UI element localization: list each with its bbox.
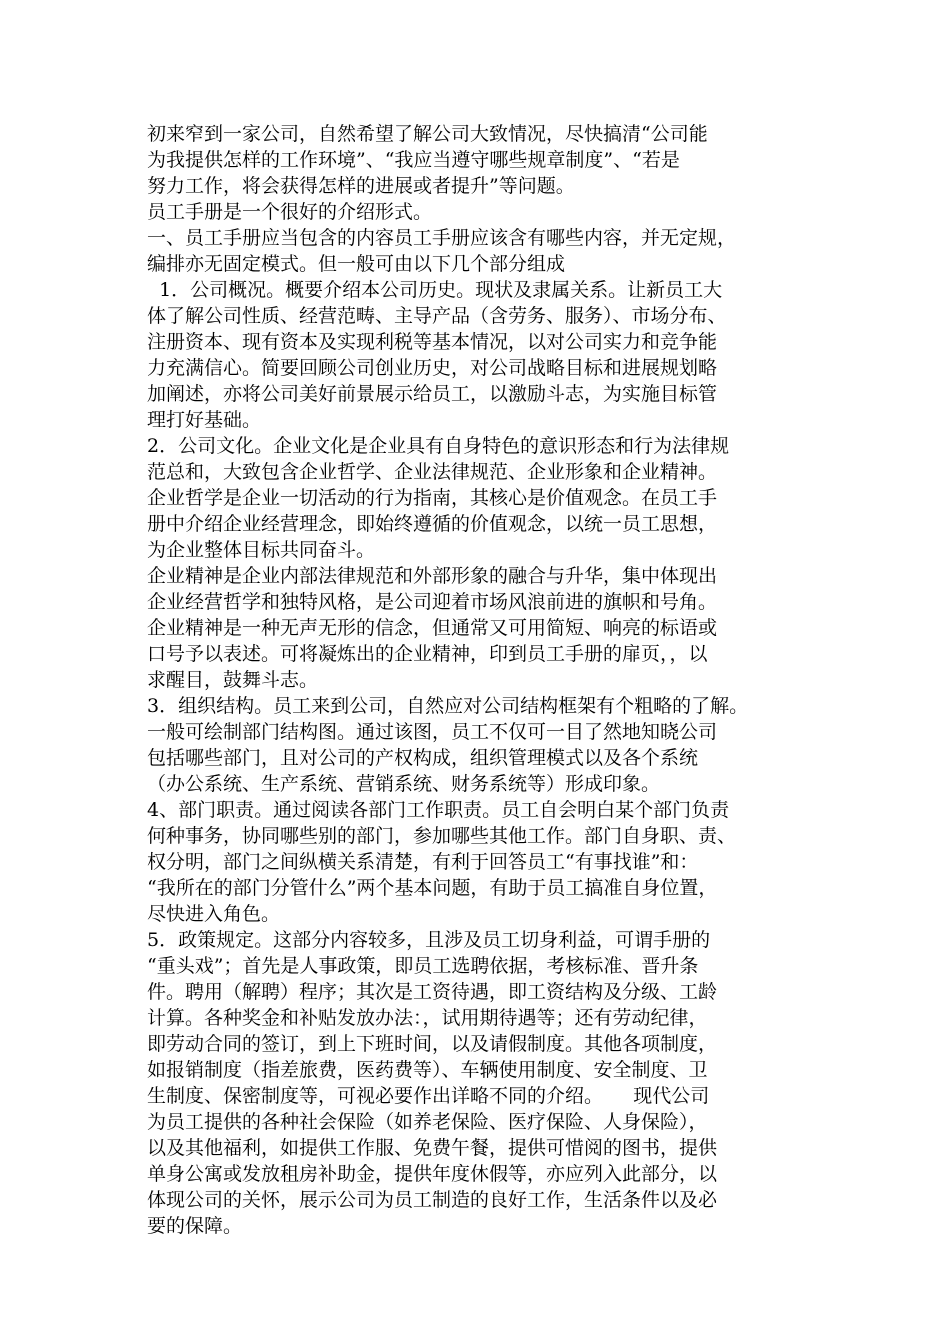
text-line: 权分明，部门之间纵横关系清楚，有利于回答员工“有事找谁”和： <box>147 851 699 873</box>
document-body <box>147 121 827 1239</box>
text-line: 企业精神是企业内部法律规范和外部形象的融合与升华，集中体现出 <box>147 565 718 587</box>
text-line: 为员工提供的各种社会保险（如养老保险、医疗保险、人身保险）， <box>147 1111 708 1133</box>
text-line: 单身公寓或发放租房补助金，提供年度休假等，亦应列入此部分，以 <box>147 1163 718 1185</box>
text-line: 努力工作，将会获得怎样的进展或者提升”等问题。 <box>147 175 575 197</box>
text-line: 注册资本、现有资本及实现利税等基本情况，以对公司实力和竞争能 <box>147 331 718 353</box>
text-line: 包括哪些部门，且对公司的产权构成，组织管理模式以及各个系统 <box>147 747 699 769</box>
text-line: 范总和，大致包含企业哲学、企业法律规范、企业形象和企业精神。 <box>147 461 718 483</box>
text-line: 企业精神是一种无声无形的信念，但通常又可用简短、响亮的标语或 <box>147 617 718 639</box>
text-line: 如报销制度（指差旅费，医药费等）、车辆使用制度、安全制度、卫 <box>147 1059 708 1081</box>
text-line: 员工手册是一个很好的介绍形式。 <box>147 201 433 223</box>
text-line: 理打好基础。 <box>147 409 262 431</box>
text-line: 5．政策规定。这部分内容较多，且涉及员工切身利益，可谓手册的 <box>147 929 711 951</box>
text-line: 企业哲学是企业一切活动的行为指南，其核心是价值观念。在员工手 <box>147 487 718 509</box>
text-line: “我所在的部门分管什么”两个基本问题，有助于员工搞准自身位置， <box>147 877 718 899</box>
text-line: 何种事务，协同哪些别的部门，参加哪些其他工作。部门自身职、责、 <box>147 825 737 847</box>
text-line: 加阐述，亦将公司美好前景展示给员工，以激励斗志，为实施目标管 <box>147 383 718 405</box>
text-line: 尽快进入角色。 <box>147 903 281 925</box>
text-line: 以及其他福利，如提供工作服、免费午餐，提供可惜阅的图书，提供 <box>147 1137 718 1159</box>
text-line: 要的保障。 <box>147 1215 243 1237</box>
text-line: 一般可绘制部门结构图。通过该图，员工不仅可一目了然地知晓公司 <box>147 721 718 743</box>
text-line: 企业经营哲学和独特风格，是公司迎着市场风浪前进的旗帜和号角。 <box>147 591 718 613</box>
text-line: 4、部门职责。通过阅读各部门工作职责。员工自会明白某个部门负责 <box>147 799 730 821</box>
text-line: 1．公司概况。概要介绍本公司历史。现状及隶属关系。让新员工大 <box>147 279 723 301</box>
text-line: “重头戏”；首先是人事政策，即员工选聘依据，考核标准、晋升条 <box>147 955 699 977</box>
text-line: 体现公司的关怀，展示公司为员工制造的良好工作，生活条件以及必 <box>147 1189 718 1211</box>
text-line: 一、员工手册应当包含的内容员工手册应该含有哪些内容，并无定规， <box>147 227 737 249</box>
text-line: 计算。各种奖金和补贴发放办法：，试用期待遇等；还有劳动纪律， <box>147 1007 708 1029</box>
text-line: 编排亦无固定模式。但一般可由以下几个部分组成 <box>147 253 566 275</box>
text-line: 册中介绍企业经营理念，即始终遵循的价值观念，以统一员工思想， <box>147 513 718 535</box>
text-line: 口号予以表述。可将凝炼出的企业精神，印到员工手册的扉页，，以 <box>147 643 708 665</box>
text-line: （办公系统、生产系统、营销系统、财务系统等）形成印象。 <box>147 773 661 795</box>
text-line: 初来窄到一家公司，自然希望了解公司大致情况，尽快搞清“公司能 <box>147 123 708 145</box>
text-line: 件。聘用（解聘）程序；其次是工资待遇，即工资结构及分级、工龄 <box>147 981 718 1003</box>
text-line: 即劳动合同的签订，到上下班时间，以及请假制度。其他各项制度， <box>147 1033 718 1055</box>
text-line: 为我提供怎样的工作环境”、“我应当遵守哪些规章制度”、“若是 <box>147 149 680 171</box>
text-line: 为企业整体目标共同奋斗。 <box>147 539 376 561</box>
text-line: 求醒目，鼓舞斗志。 <box>147 669 319 691</box>
text-line: 生制度、保密制度等，可视必要作出详略不同的介绍。 现代公司 <box>147 1085 710 1107</box>
text-line: 体了解公司性质、经营范畴、主导产品（含劳务、服务）、市场分布、 <box>147 305 727 327</box>
text-line: 3．组织结构。员工来到公司，自然应对公司结构框架有个粗略的了解。 <box>147 695 749 717</box>
text-line: 力充满信心。简要回顾公司创业历史，对公司战略目标和进展规划略 <box>147 357 718 379</box>
text-line: 2．公司文化。企业文化是企业具有自身特色的意识形态和行为法律规 <box>147 435 730 457</box>
